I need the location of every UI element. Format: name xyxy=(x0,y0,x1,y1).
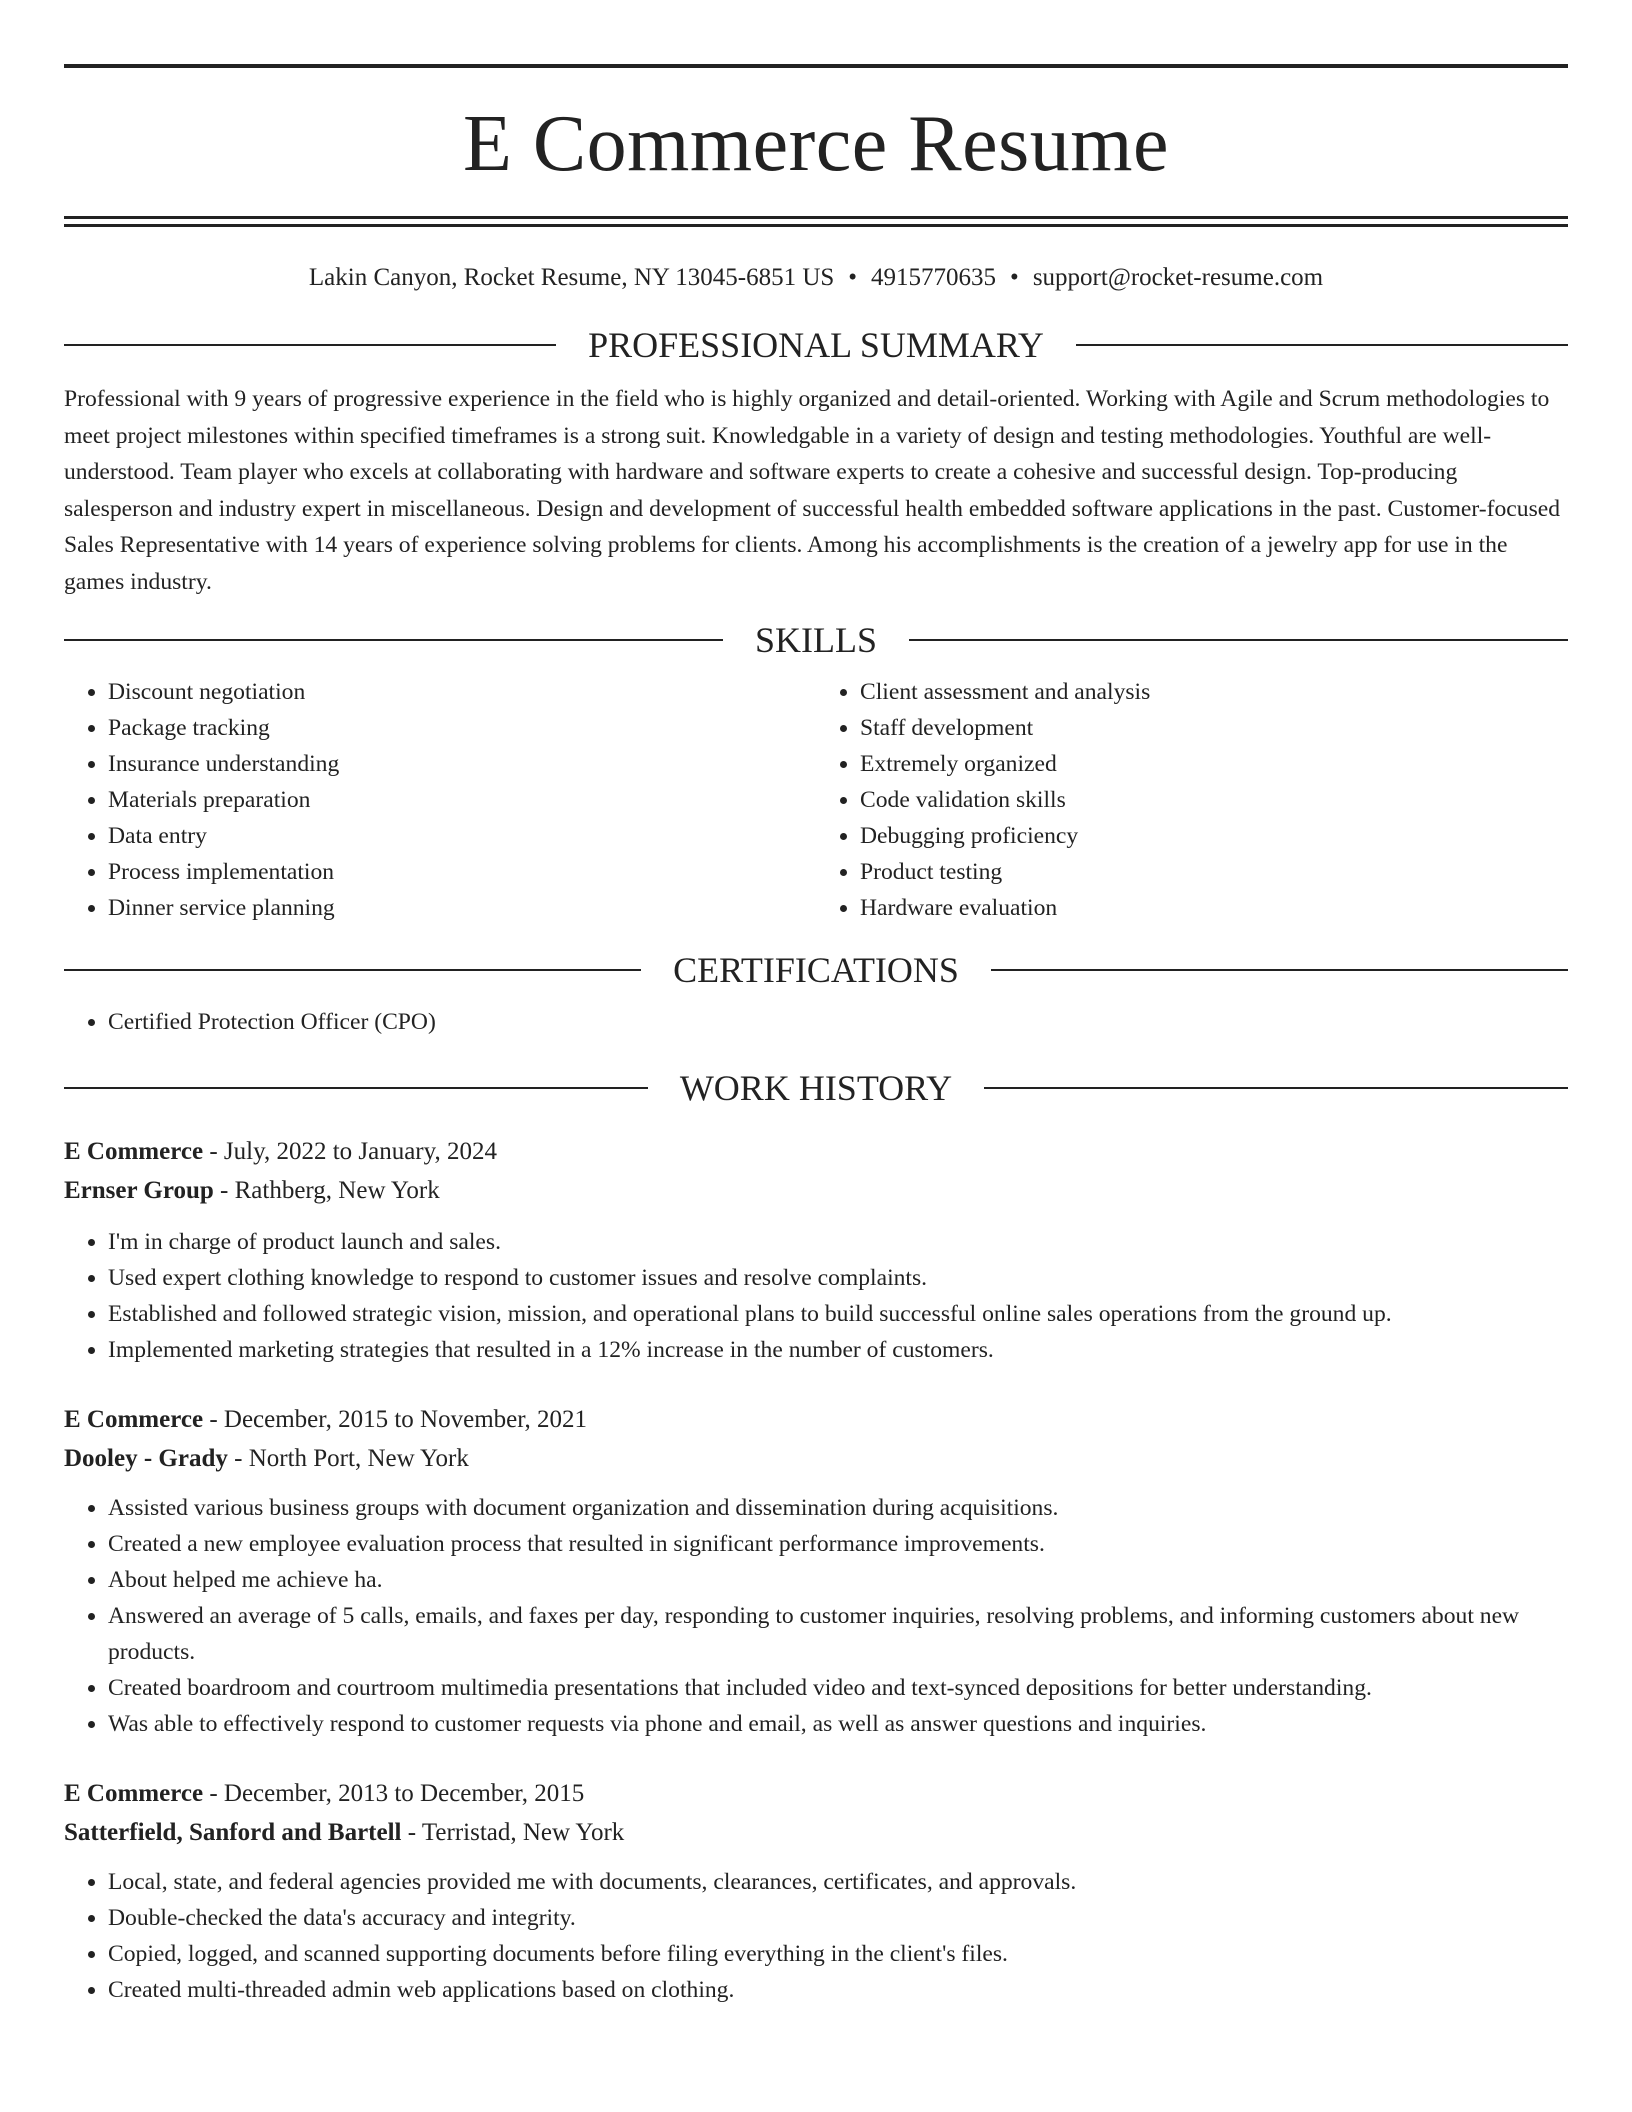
job-location: - Rathberg, New York xyxy=(213,1177,440,1204)
heading-rule-right xyxy=(909,639,1568,641)
job-title: E Commerce xyxy=(64,1406,204,1433)
summary-text: Professional with 9 years of progressive experience in the field who is highly organized and detail-oriented. Working with Agile and Scrum methodologies to meet project milestones within specified timeframes is a strong suit. Knowledgable in a variety of design and testing methodologies. Youthful are well-understood. Team player who excels at collaborating with hardware and software experts to create a cohesive and successful design. Top-producing salesperson and industry expert in miscellaneous. Design and development of successful health embedded software applications in the past. Customer-focused Sales Representative with 14 years of experience solving problems for clients. Among his accomplishments is the creation of a jewelry app for use in the games industry. xyxy=(64,386,1561,595)
job-title: E Commerce xyxy=(64,1138,204,1165)
job-dates: - December, 2015 to November, 2021 xyxy=(203,1406,588,1433)
job-bullet: • Established and followed strategic vision, mission, and operational plans to build successful online sales operations from the ground up. xyxy=(108,1296,1568,1332)
job-title-line xyxy=(64,1400,1568,1439)
certification-item: • Certified Protection Officer (CPO) xyxy=(108,1004,1568,1040)
skill-item: • Dinner service planning xyxy=(108,890,816,926)
job-location: - Terristad, New York xyxy=(401,1819,625,1846)
heading-rule-left xyxy=(64,1087,648,1089)
certifications-heading-label: CERTIFICATIONS xyxy=(673,950,959,990)
job-bullet: • Implemented marketing strategies that resulted in a 12% increase in the number of customers. xyxy=(108,1332,1568,1368)
skills-list-left xyxy=(64,674,816,926)
job-bullet: • Answered an average of 5 calls, emails, and faxes per day, responding to customer inquiries, resolving problems, and informing customers about new products. xyxy=(108,1598,1568,1670)
title-double-rule xyxy=(64,216,1568,227)
job-entry xyxy=(64,1132,1568,1368)
skill-item: • Hardware evaluation xyxy=(860,890,1568,926)
job-entry xyxy=(64,1774,1568,2008)
job-bullet: • Created boardroom and courtroom multimedia presentations that included video and text-synced depositions for better understanding. xyxy=(108,1670,1568,1706)
contact-separator: • xyxy=(848,264,858,291)
job-bullets xyxy=(64,1490,1568,1742)
skills-grid xyxy=(64,674,1568,926)
resume-title: E Commerce Resume xyxy=(462,100,1170,188)
skill-item: • Data entry xyxy=(108,818,816,854)
work-history-heading-label: WORK HISTORY xyxy=(679,1068,953,1108)
job-bullet: • Created multi-threaded admin web applications based on clothing. xyxy=(108,1972,1568,2008)
skill-item: • Staff development xyxy=(860,710,1568,746)
skills-list-right xyxy=(816,674,1568,926)
job-title-line xyxy=(64,1774,1568,1813)
job-company-line xyxy=(64,1813,1568,1852)
job-company-line xyxy=(64,1171,1568,1210)
skill-item: • Process implementation xyxy=(108,854,816,890)
skills-heading-label: SKILLS xyxy=(755,620,878,660)
job-dates: - December, 2013 to December, 2015 xyxy=(203,1780,585,1807)
skill-item: • Package tracking xyxy=(108,710,816,746)
job-company: Ernser Group xyxy=(64,1177,214,1204)
job-company: Dooley - Grady xyxy=(64,1445,228,1472)
job-title-line xyxy=(64,1132,1568,1171)
contact-email: support@rocket-resume.com xyxy=(1032,264,1324,291)
job-bullet: • Assisted various business groups with document organization and dissemination during acquisitions. xyxy=(108,1490,1568,1526)
skill-item: • Client assessment and analysis xyxy=(860,674,1568,710)
certifications-heading xyxy=(64,952,1568,988)
job-dates: - July, 2022 to January, 2024 xyxy=(203,1138,498,1165)
job-bullets xyxy=(64,1224,1568,1368)
contact-separator: • xyxy=(1010,264,1019,291)
job-bullet: • Was able to effectively respond to customer requests via phone and email, as well as answer questions and inquiries. xyxy=(108,1706,1568,1742)
job-bullet: • Created a new employee evaluation process that resulted in significant performance improvements. xyxy=(108,1526,1568,1562)
summary-heading xyxy=(64,327,1568,363)
skills-heading xyxy=(64,622,1568,658)
job-company-line xyxy=(64,1439,1568,1478)
heading-rule-left xyxy=(64,969,641,971)
job-bullet: • Used expert clothing knowledge to respond to customer issues and resolve complaints. xyxy=(108,1260,1568,1296)
contact-line xyxy=(64,263,1568,293)
contact-address: Lakin Canyon, Rocket Resume, NY 13045-6851 US xyxy=(308,264,835,291)
heading-rule-left xyxy=(64,344,556,346)
heading-rule-right xyxy=(984,1087,1568,1089)
summary-heading-label: PROFESSIONAL SUMMARY xyxy=(588,325,1044,365)
top-rule xyxy=(64,64,1568,68)
job-bullet: • About helped me achieve ha. xyxy=(108,1562,1568,1598)
contact-phone: 4915770635 xyxy=(871,264,997,291)
heading-rule-left xyxy=(64,639,723,641)
skill-item: • Product testing xyxy=(860,854,1568,890)
skill-item: • Materials preparation xyxy=(108,782,816,818)
job-bullet: • Double-checked the data's accuracy and integrity. xyxy=(108,1900,1568,1936)
certifications-list xyxy=(64,1004,1568,1040)
skill-item: • Debugging proficiency xyxy=(860,818,1568,854)
heading-rule-right xyxy=(991,969,1568,971)
heading-rule-right xyxy=(1076,344,1568,346)
job-location: - North Port, New York xyxy=(227,1445,469,1472)
job-entry xyxy=(64,1400,1568,1742)
job-bullet: • Local, state, and federal agencies provided me with documents, clearances, certificates, and approvals. xyxy=(108,1864,1568,1900)
skill-item: • Code validation skills xyxy=(860,782,1568,818)
job-bullet: • I'm in charge of product launch and sales. xyxy=(108,1224,1568,1260)
skill-item: • Extremely organized xyxy=(860,746,1568,782)
work-history-heading xyxy=(64,1070,1568,1106)
job-company: Satterfield, Sanford and Bartell xyxy=(64,1819,402,1846)
skill-item: • Insurance understanding xyxy=(108,746,816,782)
job-bullets xyxy=(64,1864,1568,2008)
skill-item: • Discount negotiation xyxy=(108,674,816,710)
job-title: E Commerce xyxy=(64,1780,204,1807)
job-bullet: • Copied, logged, and scanned supporting documents before filing everything in the client's files. xyxy=(108,1936,1568,1972)
